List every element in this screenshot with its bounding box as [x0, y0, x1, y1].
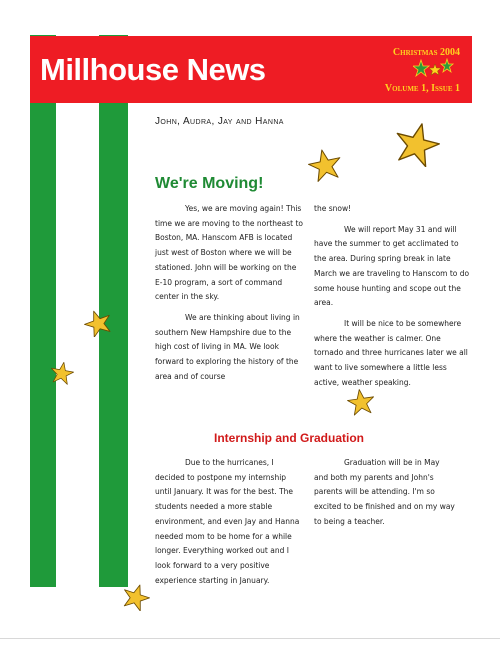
- article-paragraph: the snow!: [314, 204, 352, 213]
- small-stars-icon: [413, 58, 455, 80]
- article-paragraph: Graduation will be in May and both my parents and John's parents will be attending. I'm so excited to be finished and on my way to being a teacher.: [314, 458, 455, 526]
- gold-star-icon: [48, 361, 76, 385]
- article-column-right: [314, 202, 472, 396]
- gold-star-icon: [305, 148, 345, 182]
- gold-star-icon: [346, 388, 376, 416]
- gold-star-icon: [386, 121, 448, 167]
- article-column-left: [155, 202, 303, 390]
- article-paragraph: We are thinking about living in southern New Hampshire due to the high cost of living in MA. We look forward to exploring the history of the area and of course: [155, 312, 300, 381]
- article-paragraph: It will be nice to be somewhere where the weather is calmer. One tornado and three hurricanes later we all want to live somewhere a little less active, weather speaking.: [314, 318, 468, 387]
- masthead: [30, 36, 472, 103]
- article-heading-internship: Internship and Graduation: [214, 431, 365, 445]
- volume-label: Volume 1, Issue 1: [384, 83, 460, 94]
- article-paragraph: Yes, we are moving again! This time we are moving to the northeast to Boston, MA. Hanscom AFB is located just west of Boston where we will be stationed. John will be working on the E-10 program, a sort of command center in the sky.: [155, 204, 303, 302]
- green-stripe-left: [30, 35, 56, 587]
- edition-label: Christmas 2004: [392, 47, 460, 58]
- article-paragraph: We will report May 31 and will have the summer to get acclimated to the area. During spring break in late March we are traveling to Hanscom to do some house hunting and scope out the area.: [314, 224, 470, 308]
- newsletter-title: Millhouse News: [40, 52, 266, 87]
- article-paragraph: Due to the hurricanes, I decided to postpone my internship until January. It was for the best. The students needed a more stable environment, and even Jay and Hanna needed mom to be home for a while longer. Everything worked out and I look forward to a very positive experience starting in January.: [155, 458, 300, 585]
- article-column-left: [155, 456, 302, 594]
- article-heading-moving: We're Moving!: [155, 175, 264, 192]
- gold-star-icon: [82, 309, 114, 337]
- byline: John, Audra, Jay and Hanna: [155, 116, 284, 127]
- gold-star-icon: [121, 583, 151, 611]
- article-column-right: [314, 456, 456, 536]
- page-edge-divider: [0, 638, 500, 639]
